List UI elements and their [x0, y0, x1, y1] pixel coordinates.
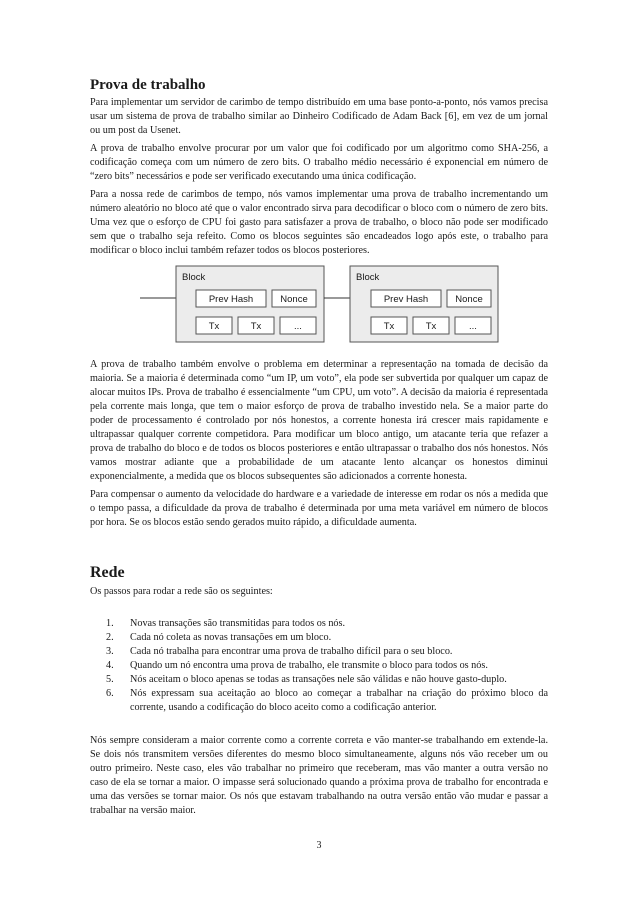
prev-hash-label: Prev Hash: [208, 294, 254, 305]
paragraph: A prova de trabalho envolve procurar por um valor que foi codificado por um algoritmo como SHA-256, a codificação começa com um número de zero bits. O trabalho médio necessário é exponencial em número de “zero bits” necessários e pode ser verificado executando uma única codificação.: [90, 143, 548, 182]
page-number: 3: [316, 840, 322, 851]
block-title: Block: [182, 272, 206, 283]
paragraph: Nós sempre consideram a maior corrente como a corrente correta e vão manter-se trabalhando em extende-la. Se dois nós transmitem versões diferentes do mesmo bloco simultaneamente, alguns nós vão receber um ou outro primeiro. Neste caso, eles vão trabalhar no primeiro que receberam, mas vão manter a outra versão no caso de ela se tornar a maior. O impasse será solucionado quando a próxima prova de trabalho for encontrada e uma das versões se tornar maior. Os nós que estavam trabalhando na outra versão então vão mudar e passar a trabalhar na versão maior.: [90, 735, 548, 816]
list-number: 5.: [106, 674, 114, 685]
prev-hash-label: Prev Hash: [383, 294, 429, 305]
block-chain-diagram: [140, 264, 500, 344]
block-2: [350, 266, 498, 342]
list-item: [106, 659, 548, 673]
list-item: [106, 673, 548, 687]
list-item: [106, 645, 548, 659]
list-number: 3.: [106, 646, 114, 657]
list-item: [106, 617, 548, 631]
list-number: 4.: [106, 660, 114, 671]
list-text: Nós aceitam o bloco apenas se todas as transações nele são válidas e não houve gasto-duplo.: [130, 674, 507, 685]
network-intro: [90, 585, 548, 599]
list-text: Novas transações são transmitidas para todos os nós.: [130, 618, 346, 629]
paragraph: Para compensar o aumento da velocidade do hardware e a variedade de interesse em rodar os nós a medida que o tempo passa, a dificuldade da prova de trabalho é determinada por uma meta variável em número de blocos por hora. Se os blocos estão sendo gerados muito rápido, a dificuldade aumenta.: [90, 489, 548, 528]
network-steps-list: [106, 617, 548, 715]
section-body-majority: [90, 358, 548, 530]
section-title-proof-of-work: Prova de trabalho: [90, 77, 206, 93]
nonce-label: Nonce: [280, 294, 308, 305]
section-body-proof-of-work: [90, 96, 548, 258]
more-tx-label: ...: [469, 321, 477, 332]
list-number: 6.: [106, 688, 114, 699]
block-title: Block: [356, 272, 380, 283]
network-outro: [90, 734, 548, 818]
nonce-label: Nonce: [455, 294, 483, 305]
more-tx-label: ...: [294, 321, 302, 332]
list-text: Quando um nó encontra uma prova de trabalho, ele transmite o bloco para todos os nós.: [130, 660, 488, 671]
paragraph: Para implementar um servidor de carimbo de tempo distribuído em uma base ponto-a-ponto, nós vamos precisa usar um sistema de prova de trabalho similar ao Dinheiro Codificado de Adam Back [6], em vez de um jornal ou um post da Usenet.: [90, 97, 548, 136]
list-text: Cada nó coleta as novas transações em um bloco.: [130, 632, 332, 643]
paragraph: Para a nossa rede de carimbos de tempo, nós vamos implementar uma prova de trabalho incrementando um número aleatório no bloco até que o valor encontrado sirva para decodificar o bloco com o número de zero bits. Uma vez que o esforço de CPU foi gasto para satisfazer a prova de trabalho, o bloco não pode ser modificado sem que o trabalho seja refeito. Como os blocos seguintes são encadeados logo após este, o trabalho para modificar o bloco inclui também refazer todos os blocos posteriores.: [90, 189, 548, 256]
paragraph: Os passos para rodar a rede são os seguintes:: [90, 586, 273, 597]
list-item: [106, 687, 548, 715]
list-number: 2.: [106, 632, 114, 643]
tx-label: Tx: [383, 321, 395, 332]
list-number: 1.: [106, 618, 114, 629]
tx-label: Tx: [250, 321, 262, 332]
list-text: Cada nó trabalha para encontrar uma prova de trabalho difícil para o seu bloco.: [130, 646, 453, 657]
section-title-network: Rede: [90, 564, 125, 581]
list-text: Nós expressam sua aceitação ao bloco ao começar a trabalhar na criação do próximo bloco da corrente, usando a codificação do bloco aceito como a codificação anterior.: [130, 688, 548, 713]
paragraph: A prova de trabalho também envolve o problema em determinar a representação na tomada de decisão da maioria. Se a maioria é determinada como “um IP, um voto”, ela pode ser subvertida por qualquer um capaz de alocar muitos IPs. Prova de trabalho é essencialmente “um CPU, um voto”. A decisão da maioria é representada pela corrente mais longa, que tem o maior esforço de prova de trabalho investido nela. Se a maior parte do poder de processamento é controlado por nós honestos, a corrente honesta irá crescer mais rapidamente e ultrapassar qualquer corrente competidora. Para modificar um bloco antigo, um atacante teria que refazer a prova de trabalho do bloco e de todos os blocos posteriores e então ultrapassar o trabalho dos nós honestos. Nós vamos mostrar adiante que a probabilidade de um atacante lento alcançar os honestos diminui exponencialmente, a medida que os blocos subsequentes são adicionados a corrente honesta.: [90, 359, 548, 482]
tx-label: Tx: [425, 321, 437, 332]
block-1: [176, 266, 324, 342]
list-item: [106, 631, 548, 645]
tx-label: Tx: [208, 321, 220, 332]
